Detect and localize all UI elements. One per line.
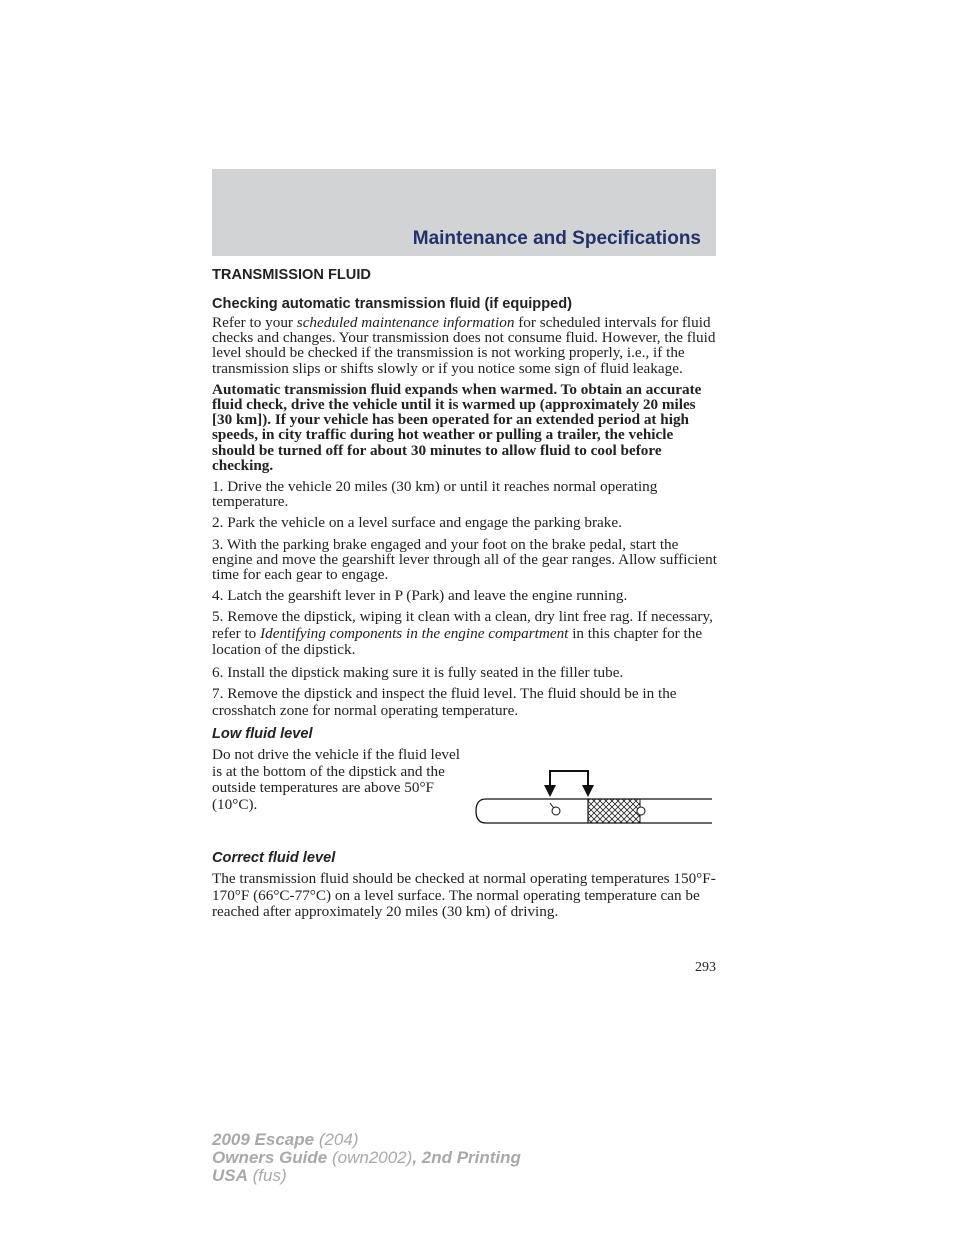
section-heading: TRANSMISSION FLUID	[212, 267, 371, 283]
step-1: 1. Drive the vehicle 20 miles (30 km) or until it reaches normal operating temperature.	[212, 478, 658, 511]
low-fluid-text: Do not drive the vehicle if the fluid level is at the bottom of the dipstick and the outside temperatures are above 50°F (10°C).	[212, 746, 460, 813]
section-header-band	[212, 169, 716, 256]
level-bracket-arrows	[544, 771, 594, 797]
maintenance-info-reference: scheduled maintenance information	[296, 314, 515, 331]
step-7: 7. Remove the dipstick and inspect the fluid level. The fluid should be in the crosshatch zone for normal operating temperature.	[212, 685, 677, 719]
footer-line-2: Owners Guide (own2002), 2nd Printing	[212, 1148, 521, 1167]
low-fluid-heading: Low fluid level	[212, 726, 313, 743]
footer-line-1: 2009 Escape (204)	[212, 1130, 359, 1149]
intro-paragraph: Refer to your scheduled maintenance information for scheduled intervals for fluid checks and changes. Your transmission does not consume fluid. However, the fluid level should be checked if the transmission is not working properly, i.e., if the transmission slips or shifts slowly or if you notice some sign of fluid leakage.	[212, 314, 716, 377]
correct-fluid-text: The transmission fluid should be checked at normal operating temperatures 150°F-170°F (66°C-77°C) on a level surface. The normal operating temperature can be reached after approximately 20 miles (30 km) of driving.	[212, 870, 716, 921]
low-level-mark	[552, 807, 560, 815]
step-2: 2. Park the vehicle on a level surface and engage the parking brake.	[212, 514, 622, 532]
dipstick-diagram	[474, 765, 718, 829]
full-level-mark	[637, 807, 645, 815]
footer-line-3: USA (fus)	[212, 1166, 287, 1185]
correct-fluid-heading: Correct fluid level	[212, 850, 336, 867]
low-fluid-block	[212, 747, 718, 843]
section-header-title: Maintenance and Specifications	[412, 228, 701, 249]
engine-compartment-reference: Identifying components in the engine compartment	[260, 624, 569, 642]
step-5: 5. Remove the dipstick, wiping it clean with a clean, dry lint free rag. If necessary, refer to Identifying components in the engine compartment in this chapter for the location of the dipstick.	[212, 608, 713, 659]
page-number: 293	[695, 960, 716, 975]
publication-footer	[212, 1131, 521, 1185]
crosshatch-zone	[588, 799, 640, 823]
step-6: 6. Install the dipstick making sure it is fully seated in the filler tube.	[212, 663, 624, 681]
step-3: 3. With the parking brake engaged and your foot on the brake pedal, start the engine and move the gearshift lever through all of the gear ranges. Allow sufficient time for each gear to engage.	[212, 535, 717, 584]
subsection-heading: Checking automatic transmission fluid (if equipped)	[212, 296, 573, 312]
warning-paragraph: Automatic transmission fluid expands when warmed. To obtain an accurate fluid check, drive the vehicle until it is warmed up (approximately 20 miles [30 km]). If your vehicle has been operated for an extended period at high speeds, in city traffic during hot weather or pulling a trailer, the vehicle should be turned off for about 30 minutes to allow fluid to cool before checking.	[212, 380, 702, 474]
step-4: 4. Latch the gearshift lever in P (Park) and leave the engine running.	[212, 587, 628, 605]
page-content	[212, 266, 718, 927]
